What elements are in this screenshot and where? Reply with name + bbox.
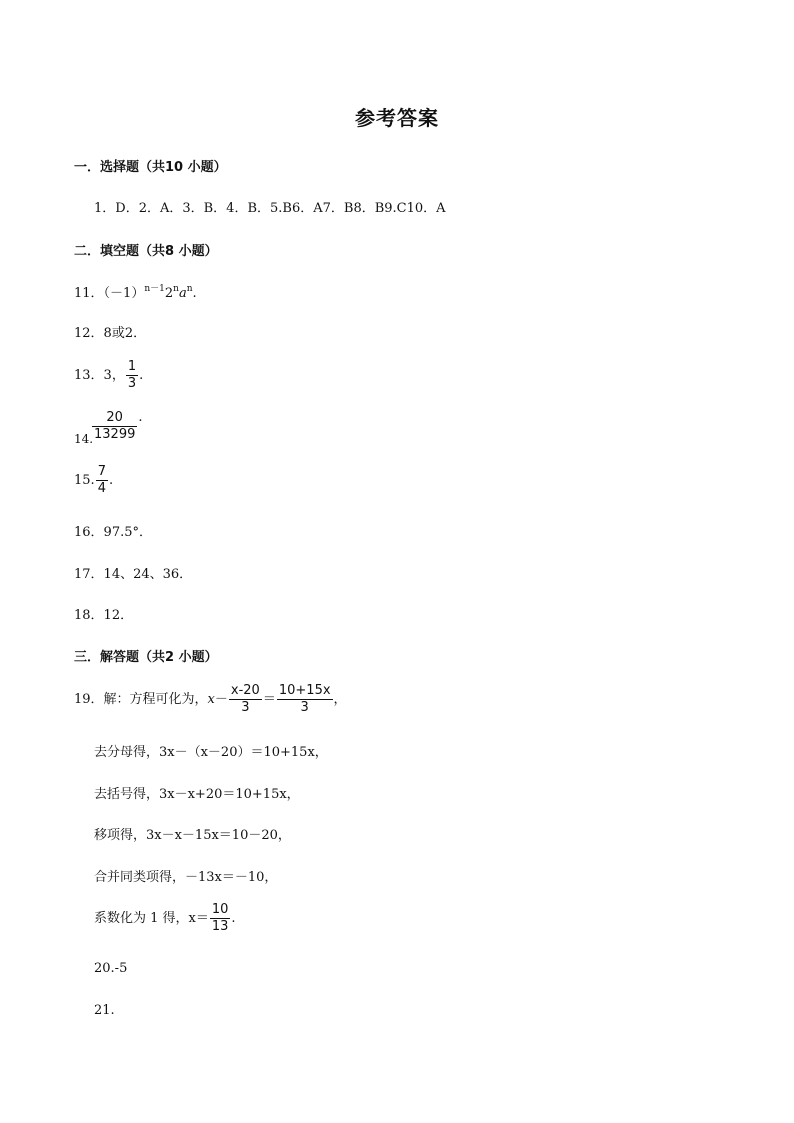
answer-13-end: . [139, 368, 144, 383]
answer-15-end: . [108, 473, 114, 488]
answer-11-end: . [192, 286, 197, 301]
fraction-numerator: 20 [92, 410, 137, 427]
answer-16: 16．97.5°． [74, 525, 152, 540]
fraction [126, 359, 138, 392]
answer-15 [74, 464, 113, 497]
step-coefficient [94, 902, 236, 935]
fraction-denominator: 13299 [94, 427, 136, 442]
answer-18: 18．12． [74, 608, 134, 623]
step-remove-parentheses: 去括号得，3x－x+20＝10+15x， [94, 787, 300, 802]
answer-19-equals: ＝ [262, 692, 276, 707]
section-heading-fill: 二．填空题（共8 小题） [74, 244, 218, 259]
fraction-denominator: 3 [127, 376, 137, 391]
answer-11-base: （－1） [103, 286, 145, 301]
answer-19-end: ， [333, 692, 347, 707]
answer-11-two: 2 [164, 286, 174, 301]
choice-answers: 1．D．2．A．3．B．4．B．5.B6．A7．B8．B9.C10．A [94, 201, 446, 216]
answer-17: 17．14、24、36． [74, 567, 193, 582]
answer-14-end: . [138, 410, 143, 425]
answer-11-var: a [178, 286, 187, 301]
fraction-numerator: 10+15x [278, 683, 331, 698]
fraction [277, 683, 333, 716]
answer-19 [74, 683, 347, 716]
answer-13 [74, 359, 143, 392]
step-coefficient-end: . [231, 911, 236, 926]
step-transpose: 移项得，3x－x－15x＝10－20， [94, 828, 291, 843]
step-coefficient-prefix: 系数化为 1 得，x＝ [94, 911, 209, 926]
answer-19-minus: － [214, 692, 228, 707]
fraction-numerator: 7 [97, 464, 106, 479]
answer-14 [74, 410, 143, 446]
answer-19-x: x [207, 692, 215, 707]
step-remove-denominator: 去分母得，3x－（x－20）＝10+15x， [94, 745, 328, 760]
answer-14-prefix: 14. [74, 432, 94, 446]
answer-13-prefix: 13．3， [74, 368, 125, 383]
fraction [96, 464, 108, 497]
answer-15-prefix: 15. [74, 473, 95, 488]
answer-19-prefix: 19．解：方程可化为， [74, 692, 208, 707]
answer-21: 21. [94, 1003, 115, 1018]
page-title: 参考答案 [355, 106, 439, 130]
answer-20: 20.-5 [94, 961, 128, 976]
answer-11 [74, 281, 197, 301]
fraction [92, 410, 137, 443]
fraction-numerator: x-20 [230, 683, 260, 698]
answer-11-exp: n－1 [144, 284, 165, 294]
fraction-denominator: 13 [211, 919, 229, 934]
fraction-numerator: 1 [127, 359, 137, 374]
fraction-numerator: 10 [211, 902, 229, 917]
fraction-denominator: 3 [241, 700, 250, 715]
answer-12: 12．8或2． [74, 326, 147, 341]
step-combine: 合并同类项得，－13x＝－10， [94, 870, 278, 885]
fraction-denominator: 4 [97, 481, 106, 496]
section-heading-choice: 一．选择题（共10 小题） [74, 160, 227, 175]
answer-11-exp2: n [173, 284, 179, 294]
answer-11-number: 11． [74, 286, 104, 301]
answer-11-exp3: n [186, 284, 193, 294]
fraction-denominator: 3 [300, 700, 309, 715]
fraction [229, 683, 262, 716]
section-heading-solve: 三．解答题（共2 小题） [74, 650, 218, 665]
fraction [210, 902, 231, 935]
